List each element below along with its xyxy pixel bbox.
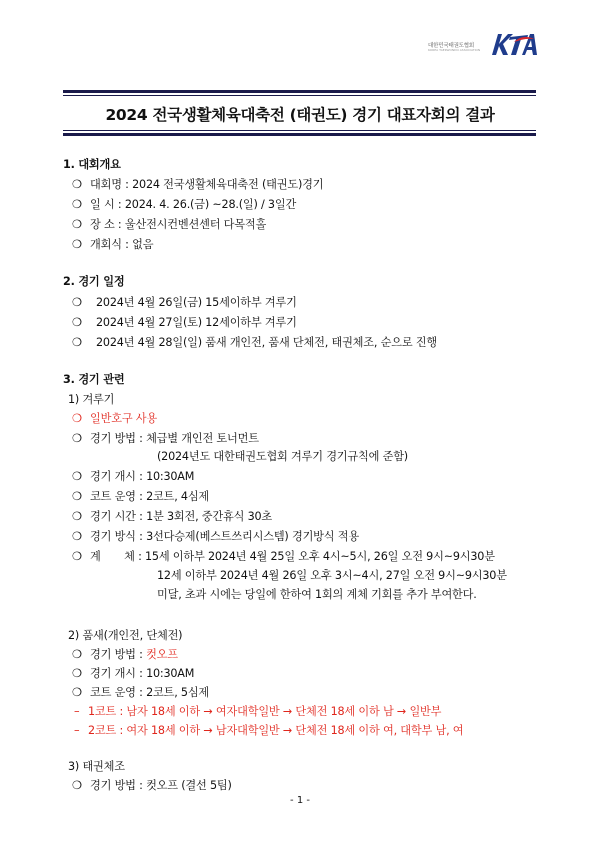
logo-org-name: 대한민국태권도협회: [428, 43, 475, 49]
circle-bullet-icon: ❍: [72, 470, 82, 483]
list-item: ❍ 경기 방식 : 3선다승제(베스트쓰리시스템) 경기방식 적용: [72, 530, 359, 543]
subsection-heading: 3) 태권체조: [68, 760, 125, 773]
subsection-heading: 1) 겨루기: [68, 393, 115, 406]
circle-bullet-icon: ❍: [72, 779, 82, 792]
list-item: ❍ 코트 운영 : 2코트, 5심제: [72, 686, 210, 699]
dash-bullet-icon: –: [74, 705, 80, 718]
circle-bullet-icon: ❍: [72, 530, 82, 543]
cutoff-highlight: 컷오프: [146, 648, 178, 661]
circle-bullet-icon: ❍: [72, 178, 82, 191]
circle-bullet-icon: ❍: [72, 686, 82, 699]
list-item: ❍ 2024년 4월 27일(토) 12세이하부 겨루기: [72, 316, 297, 329]
circle-bullet-icon: ❍: [72, 490, 82, 503]
circle-bullet-icon: ❍: [72, 238, 82, 251]
court-2-schedule: – 2코트 : 여자 18세 이하 → 남자대학일반 → 단체전 18세 이하 여, 대학부 남, 여: [74, 724, 464, 737]
section-1-heading: 1. 대회개요: [63, 158, 121, 171]
list-item: ❍ 경기 방법 : 컷오프: [72, 648, 178, 661]
section-3-heading: 3. 경기 관련: [63, 373, 125, 386]
document-title: 2024 전국생활체육대축전 (태권도) 경기 대표자회의 결과: [105, 106, 495, 124]
title-rule-top-thin: [63, 95, 536, 96]
circle-bullet-icon: ❍: [72, 336, 82, 349]
page-number: - 1 -: [290, 795, 310, 806]
title-rule-top-thick: [63, 90, 536, 93]
subsection-heading: 2) 품새(개인전, 단체전): [68, 629, 183, 642]
title-rule-bottom-thin: [63, 130, 536, 131]
logo-org-name-en: KOREA TAEKWONDO ASSOCIATION: [428, 48, 481, 52]
circle-bullet-icon: ❍: [72, 550, 82, 563]
list-item: ❍ 경기 개시 : 10:30AM: [72, 470, 195, 483]
list-item-note: (2024년도 대한태권도협회 겨루기 경기규칙에 준함): [157, 450, 408, 463]
court-1-schedule: – 1코트 : 남자 18세 이하 → 여자대학일반 → 단체전 18세 이하 남 → 일반부: [74, 705, 442, 718]
kta-logo: [428, 28, 538, 58]
list-item: ❍ 일 시 : 2024. 4. 26.(금) ~28.(일) / 3일간: [72, 198, 297, 211]
list-item: ❍ 계 체 : 15세 이하부 2024년 4월 25일 오후 4시~5시, 26일 오전 9시~9시30분: [72, 550, 495, 563]
circle-bullet-icon: ❍: [72, 432, 82, 445]
section-2-heading: 2. 경기 일정: [63, 275, 125, 288]
list-item: ❍ 경기 방법 : 체급별 개인전 토너먼트: [72, 432, 259, 445]
list-item: ❍ 경기 개시 : 10:30AM: [72, 667, 195, 680]
dash-bullet-icon: –: [74, 724, 80, 737]
list-item: ❍ 일반호구 사용: [72, 412, 157, 425]
list-item: ❍ 코트 운영 : 2코트, 4심제: [72, 490, 210, 503]
list-item: ❍ 2024년 4월 28일(일) 품새 개인전, 품새 단체전, 태권체조, 순으로 진행: [72, 336, 437, 349]
circle-bullet-icon: ❍: [72, 296, 82, 309]
circle-bullet-icon: ❍: [72, 316, 82, 329]
list-item: ❍ 경기 방법 : 컷오프 (결선 5팀): [72, 779, 232, 792]
list-item-continuation: 미달, 초과 시에는 당일에 한하여 1회의 계체 기회를 추가 부여한다.: [157, 588, 477, 601]
list-item: ❍ 2024년 4월 26일(금) 15세이하부 겨루기: [72, 296, 297, 309]
list-item: ❍ 장 소 : 울산전시컨벤션센터 다목적홀: [72, 218, 267, 231]
list-item: ❍ 대회명 : 2024 전국생활체육대축전 (태권도)경기: [72, 178, 324, 191]
circle-bullet-icon: ❍: [72, 218, 82, 231]
list-item: ❍ 개회식 : 없음: [72, 238, 154, 251]
title-rule-bottom-thick: [63, 133, 536, 136]
circle-bullet-icon: ❍: [72, 510, 82, 523]
circle-bullet-icon: ❍: [72, 648, 82, 661]
circle-bullet-icon: ❍: [72, 667, 82, 680]
list-item: ❍ 경기 시간 : 1분 3회전, 중간휴식 30초: [72, 510, 273, 523]
kta-logo-mark-icon: [490, 31, 538, 58]
circle-bullet-icon: ❍: [72, 198, 82, 211]
list-item-continuation: 12세 이하부 2024년 4월 26일 오후 3시~4시, 27일 오전 9시~9시30분: [157, 569, 507, 582]
circle-bullet-icon: ❍: [72, 412, 82, 425]
